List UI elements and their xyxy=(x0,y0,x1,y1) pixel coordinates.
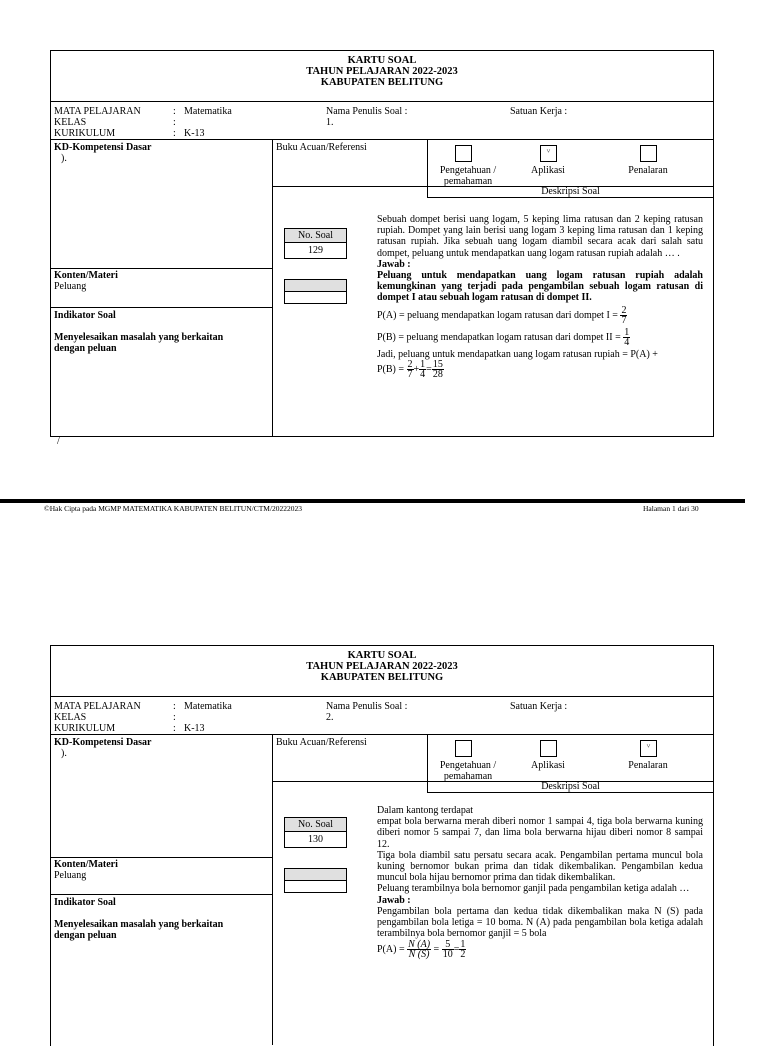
aplikasi-checkbox[interactable] xyxy=(540,740,557,757)
indikator-section xyxy=(51,894,272,941)
empty-box xyxy=(284,868,347,893)
kelas-label: KELAS xyxy=(54,712,87,723)
frac-den: N (S) xyxy=(408,949,430,961)
colon: : xyxy=(173,106,176,117)
penalaran-label: Penalaran xyxy=(628,165,668,176)
frac-den: 4 xyxy=(420,368,426,380)
footer-copyright: ©Hak Cipta pada MGMP MATEMATIKA KABUPATEN BELITUN/CTM/20222023 xyxy=(44,504,303,513)
kelas-label: KELAS xyxy=(54,117,87,128)
frac-num: 2 xyxy=(407,358,413,370)
indikator-value-line1: Menyelesaikan masalah yang berkaitan xyxy=(54,332,224,343)
reference-row xyxy=(273,735,713,782)
answer-text: Peluang untuk mendapatkan uang logam ratusan rupiah adalah kemungkinan yang terjadi pada pengambilan sebuah logam ratusan di dompet I atau sebuah logam ratusan di dompet II. xyxy=(377,270,703,304)
penulis-number: 1. xyxy=(326,117,334,128)
header-region: KABUPATEN BELITUNG xyxy=(320,77,444,88)
indikator-value-line1: Menyelesaikan masalah yang berkaitan xyxy=(54,919,224,930)
konten-section xyxy=(51,268,272,307)
colon: : xyxy=(173,117,176,128)
colon: : xyxy=(173,128,176,139)
left-column xyxy=(51,735,273,1045)
jawab-label: Jawab : xyxy=(377,258,411,270)
penalaran-checkbox[interactable] xyxy=(640,145,657,162)
pengetahuan-label xyxy=(433,165,503,187)
kd-section xyxy=(51,737,272,759)
kd-label: KD-Kompetensi Dasar xyxy=(54,737,152,748)
konten-label: Konten/Materi xyxy=(54,859,118,870)
konten-value: Peluang xyxy=(54,281,87,292)
no-soal-value: 129 xyxy=(308,245,323,256)
aplikasi-label: Aplikasi xyxy=(531,165,565,176)
stray-slash: / xyxy=(57,436,60,447)
footer-page-number: Halaman 1 dari 30 xyxy=(643,504,699,513)
kartu-soal-card-1 xyxy=(50,50,714,437)
colon: : xyxy=(173,701,176,712)
pengetahuan-checkbox[interactable] xyxy=(455,740,472,757)
cognitive-level xyxy=(427,735,713,781)
question-text-3: Peluang terambilnya bola bernomor ganjil pada pengambilan ketiga adalah … xyxy=(377,883,690,895)
left-column xyxy=(51,140,273,436)
kd-section xyxy=(51,142,272,164)
mata-pelajaran-value: Matematika xyxy=(184,701,232,712)
kd-value: ). xyxy=(61,153,67,164)
penulis-number: 2. xyxy=(326,712,334,723)
frac-den: 2 xyxy=(460,949,466,961)
indikator-section xyxy=(51,307,272,354)
plus-sign: + xyxy=(413,363,420,375)
final-lhs: P(B) = xyxy=(377,363,405,375)
buku-acuan-label: Buku Acuan/Referensi xyxy=(276,142,367,153)
frac-den: 28 xyxy=(432,368,443,380)
buku-acuan-label: Buku Acuan/Referensi xyxy=(276,737,367,748)
frac-num: 2 xyxy=(621,304,627,316)
colon: : xyxy=(173,723,176,734)
pengetahuan-text: Pengetahuan / xyxy=(439,165,497,176)
footer-rule xyxy=(0,499,745,503)
indikator-value-line2: dengan peluan xyxy=(54,343,117,354)
aplikasi-label: Aplikasi xyxy=(531,760,565,771)
frac-num: 1 xyxy=(420,358,426,370)
colon: : xyxy=(173,712,176,723)
pengetahuan-label xyxy=(433,760,503,782)
header-region: KABUPATEN BELITUNG xyxy=(320,672,444,683)
card-header xyxy=(51,646,713,697)
check-mark-icon: ˅ xyxy=(546,147,551,155)
nama-penulis-label: Nama Penulis Soal : xyxy=(326,701,408,712)
pb-line xyxy=(377,328,703,347)
card-body xyxy=(51,140,713,436)
check-mark-icon: ˅ xyxy=(646,742,651,750)
cognitive-level xyxy=(427,140,713,186)
frac-num: 5 xyxy=(442,940,454,950)
mata-pelajaran-label: MATA PELAJARAN xyxy=(54,106,141,117)
satuan-kerja-label: Satuan Kerja : xyxy=(510,106,568,117)
frac-num: 1 xyxy=(624,326,630,338)
question-text: empat bola berwarna merah diberi nomor 1 sampai 4, tiga bola berwarna kuning diberi nomor 5 sampai 7, dan lima bola berwarna hijau diberi nomor 8 sampai 12. xyxy=(377,816,703,850)
header-title: KARTU SOAL xyxy=(347,650,417,661)
answer-text: Pengambilan bola pertama dan kedua tidak dikembalikan maka N (S) pada pengambilan bola letiga = 10 boma. N (A) pada pengambilan bola ketiga adalah terambilnya bola bernomor ganjil = 5 bola xyxy=(377,905,703,940)
value-fraction xyxy=(442,940,454,959)
kd-value: ). xyxy=(61,748,67,759)
deskripsi-soal-header: Deskripsi Soal xyxy=(427,186,713,198)
final-fraction-3 xyxy=(432,360,444,379)
no-soal-value: 130 xyxy=(308,834,323,845)
kurikulum-label: KURIKULUM xyxy=(54,128,116,139)
pa-line xyxy=(377,940,703,959)
penalaran-label: Penalaran xyxy=(628,760,668,771)
card-meta xyxy=(51,102,713,140)
card-meta xyxy=(51,697,713,735)
result-fraction xyxy=(459,940,466,959)
equals-sign: = xyxy=(453,944,460,956)
no-soal-box xyxy=(284,817,347,848)
pa-fraction xyxy=(620,306,627,325)
konten-section xyxy=(51,857,272,894)
question-description xyxy=(377,214,703,379)
no-soal-label: No. Soal xyxy=(285,229,346,243)
pa-text: P(A) = peluang mendapatkan logam ratusan dari dompet I = xyxy=(377,309,618,321)
frac-den: 4 xyxy=(624,336,630,348)
frac-den: 10 xyxy=(442,949,453,961)
no-soal-label: No. Soal xyxy=(285,818,346,832)
pengetahuan-checkbox[interactable] xyxy=(455,145,472,162)
final-line xyxy=(377,360,703,379)
final-fraction-1 xyxy=(407,360,414,379)
pa-line xyxy=(377,306,703,325)
jadi-line: Jadi, peluang untuk mendapatkan uang logam ratusan rupiah = P(A) + xyxy=(377,348,658,360)
equals-sign: = xyxy=(426,363,432,375)
kurikulum-label: KURIKULUM xyxy=(54,723,116,734)
mata-pelajaran-value: Matematika xyxy=(184,106,232,117)
frac-den: 7 xyxy=(407,368,413,380)
pemahaman-text: pemahaman xyxy=(443,176,493,187)
deskripsi-soal-header: Deskripsi Soal xyxy=(427,781,713,793)
frac-num: N (A) xyxy=(408,939,431,951)
indikator-label: Indikator Soal xyxy=(54,310,116,321)
kartu-soal-card-2 xyxy=(50,645,714,1046)
konten-label: Konten/Materi xyxy=(54,270,118,281)
reference-row xyxy=(273,140,713,187)
pengetahuan-text: Pengetahuan / xyxy=(439,760,497,771)
satuan-kerja-label: Satuan Kerja : xyxy=(510,701,568,712)
penalaran-checkbox[interactable] xyxy=(640,740,657,757)
indikator-label: Indikator Soal xyxy=(54,897,116,908)
frac-num: 15 xyxy=(432,358,443,370)
pb-fraction xyxy=(623,328,630,347)
nama-penulis-label: Nama Penulis Soal : xyxy=(326,106,408,117)
frac-num: 1 xyxy=(460,939,466,951)
header-title: KARTU SOAL xyxy=(347,55,417,66)
pemahaman-text: pemahaman xyxy=(443,771,493,782)
question-text: Sebuah dompet berisi uang logam, 5 keping lima ratusan dan 2 keping ratusan rupiah. Dompet yang lain berisi uang logam 3 keping lima ratusan dan 1 keping ratusan rupiah. Jika sebuah uang logam diambil secara acak dari salah satu dompet, peluang untuk mendapatkan uang logam ratusan rupiah adalah … . xyxy=(377,214,703,259)
mata-pelajaran-label: MATA PELAJARAN xyxy=(54,701,141,712)
pa-lhs: P(A) = xyxy=(377,944,405,956)
card-header xyxy=(51,51,713,102)
no-soal-box xyxy=(284,228,347,259)
na-ns-fraction xyxy=(407,940,431,959)
kd-label: KD-Kompetensi Dasar xyxy=(54,142,152,153)
card-body xyxy=(51,735,713,1045)
equals-sign: = xyxy=(433,944,440,956)
frac-den: 7 xyxy=(621,314,627,326)
empty-box xyxy=(284,279,347,304)
jawab-label: Jawab : xyxy=(377,894,411,906)
header-year: TAHUN PELAJARAN 2022-2023 xyxy=(306,661,458,672)
header-year: TAHUN PELAJARAN 2022-2023 xyxy=(306,66,458,77)
aplikasi-checkbox[interactable] xyxy=(540,145,557,162)
kurikulum-value: K-13 xyxy=(184,128,205,139)
pb-text: P(B) = peluang mendapatkan logam ratusan dari dompet II = xyxy=(377,331,621,343)
question-line1: Dalam kantong terdapat xyxy=(377,805,474,816)
konten-value: Peluang xyxy=(54,870,87,881)
kurikulum-value: K-13 xyxy=(184,723,205,734)
indikator-value-line2: dengan peluan xyxy=(54,930,117,941)
question-description xyxy=(377,805,703,959)
question-text-2: Tiga bola diambil satu persatu secara acak. Pengambilan pertama muncul bola kuning bernomor bukan prima dan tidak dikembalikan. Pengambilan kedua muncul bola hijau bernomor prima dan tidak dikembalikan. xyxy=(377,849,703,884)
